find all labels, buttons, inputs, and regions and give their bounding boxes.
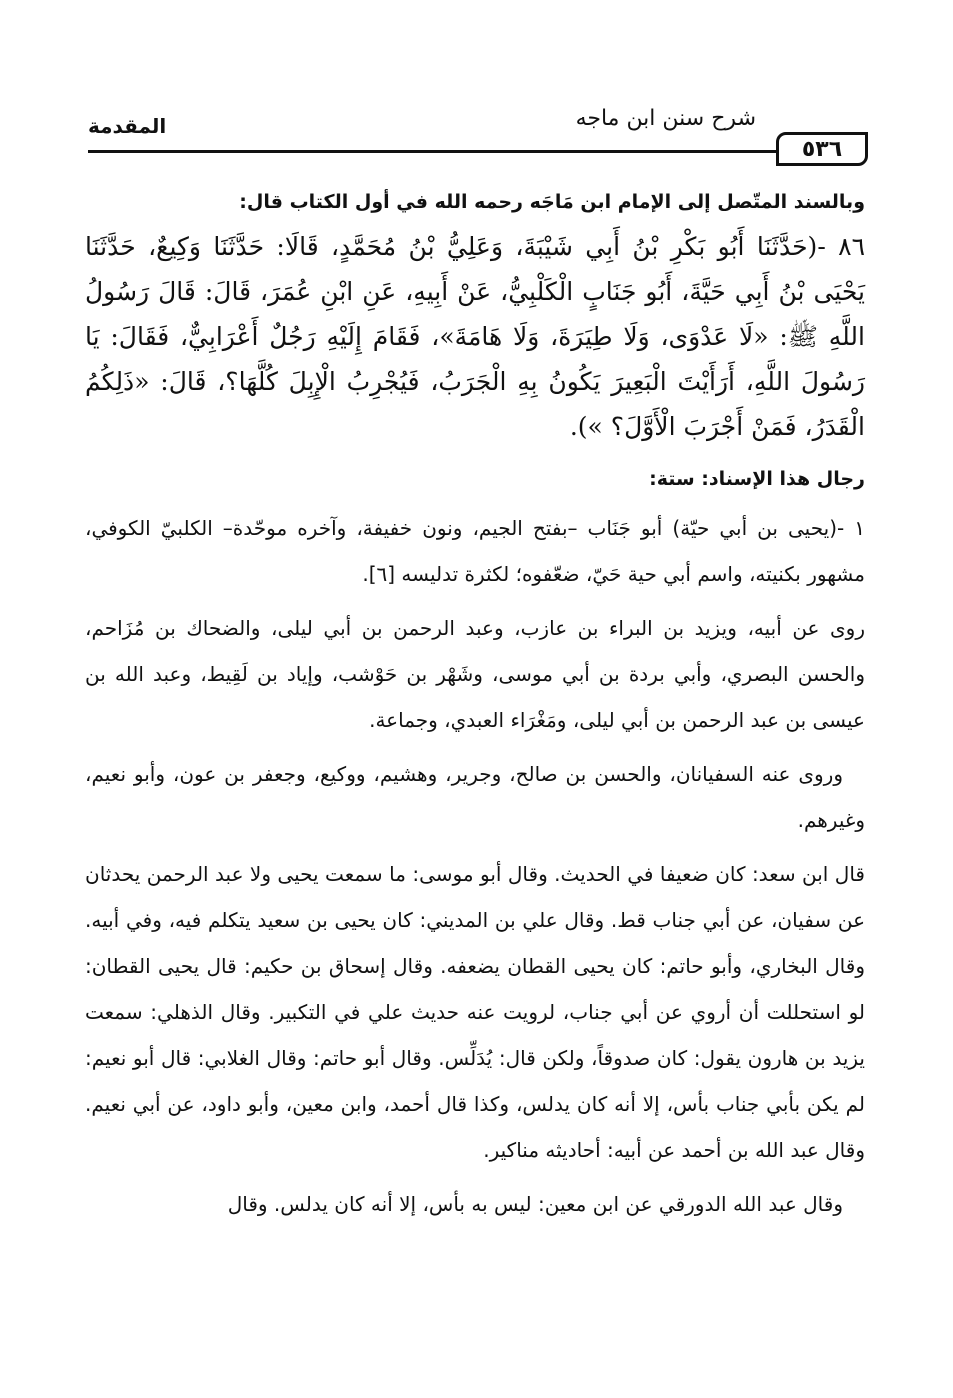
- page-body: [85, 182, 865, 1235]
- running-header: [88, 96, 868, 168]
- paragraph-narrated-by: وروى عنه السفيانان، والحسن بن صالح، وجرير، وهشيم، ووكيع، وجعفر بن عون، وأبو نعيم، وغيرهم.: [85, 762, 865, 832]
- hadith-text: ٨٦ -(حَدَّثَنَا أَبُو بَكْرِ بْنُ أَبِي شَيْبَةَ، وَعَلِيُّ بْنُ مُحَمَّدٍ، قَالَا: حَدَّثَنَا وَكِيعٌ، حَدَّثَنَا يَحْيَى بْنُ أَبِي حَيَّةَ، أَبُو جَنَابٍ الْكَلْبِيُّ، عَنْ أَبِيهِ، عَنِ ابْنِ عُمَرَ، قَالَ: قَالَ رَسُولُ اللَّهِ ﷺ: «لَا عَدْوَى، وَلَا طِيَرَةَ، وَلَا هَامَةَ»، فَقَامَ إِلَيْهِ رَجُلٌ أَعْرَابِيٌّ، فَقَالَ: يَا رَسُولَ اللَّهِ، أَرَأَيْتَ الْبَعِيرَ يَكُونُ بِهِ الْجَرَبُ، فَيُجْرِبُ الْإِبِلَ كُلَّهَا؟، قَالَ: «ذَلِكُمُ الْقَدَرُ، فَمَنْ أَجْرَبَ الْأَوَّلَ؟ »).: [85, 232, 865, 441]
- paragraph-narrator-1: ١ -(يحيى بن أبي حيّة) أبو جَنَاب –بفتح الجيم، ونون خفيفة، وآخره موحّدة– الكلبيّ الكوفي، مشهور بكنيته، واسم أبي حية حَيّ، ضعّفوه؛ لكثرة تدليسه [٦].: [85, 516, 865, 586]
- paragraph-narrated-from: روى عن أبيه، ويزيد بن البراء بن عازب، وعبد الرحمن بن أبي ليلى، والضحاك بن مُزَاحم، والحسن البصري، وأبي بردة بن أبي موسى، وشَهْر بن حَوْشب، وإياد بن لَقِيط، وعبد الله بن عيسى بن عبد الرحمن بن أبي ليلى، ومَغْرَاء العبدي، وجماعة.: [85, 616, 865, 732]
- book-title: شرح سنن ابن ماجه: [575, 106, 756, 131]
- paragraph-continuation: وقال عبد الله الدورقي عن ابن معين: ليس به بأس، إلا أنه كان يدلس. وقال: [227, 1192, 843, 1216]
- header-divider: [88, 150, 778, 153]
- paragraph-critics: قال ابن سعد: كان ضعيفا في الحديث. وقال أبو موسى: ما سمعت يحيى ولا عبد الرحمن يحدثان عن سفيان، عن أبي جناب قط. وقال علي بن المديني: كان يحيى بن سعيد يتكلم فيه، وفي أبيه. وقال البخاري، وأبو حاتم: كان يحيى القطان يضعفه. وقال إسحاق بن حكيم: قال يحيى القطان: لو استحللت أن أروي عن أبي جناب، لرويت عنه حديث علي في التكبير. وقال الذهلي: سمعت يزيد بن هارون يقول: كان صدوقاً، ولكن قال: يُدَلِّس. وقال أبو حاتم: وقال الغلابي: قال أبو نعيم: لم يكن بأبي جناب بأس، إلا أنه كان يدلس، وكذا قال أحمد، وابن معين، وأبو داود، عن أبي نعيم. وقال عبد الله بن أحمد عن أبيه: أحاديثه مناكير.: [85, 862, 865, 1162]
- page-number: ٥٣٦: [801, 136, 843, 162]
- narrators-heading: رجال هذا الإسناد: ستة:: [649, 468, 865, 490]
- section-title: المقدمة: [88, 114, 167, 138]
- chain-intro: وبالسند المتّصل إلى الإمام ابن مَاجَه رحمه الله في أول الكتاب قال:: [239, 191, 865, 213]
- page-number-badge: [776, 132, 868, 166]
